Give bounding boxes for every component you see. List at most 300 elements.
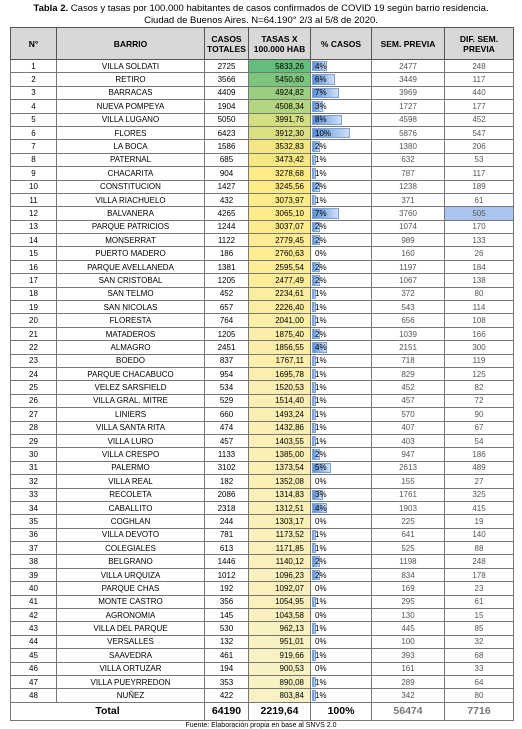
row-sem-previa: 656 (372, 314, 445, 327)
row-barrio: PARQUE CHACABUCO (57, 367, 205, 380)
row-dif-sem: 178 (445, 568, 514, 581)
table-row (11, 140, 514, 153)
row-number: 23 (11, 354, 57, 367)
row-dif-sem: 15 (445, 609, 514, 622)
row-pct (311, 622, 372, 635)
row-tasa: 1092,07 (249, 582, 311, 595)
row-dif-sem: 82 (445, 381, 514, 394)
table-row (11, 635, 514, 648)
row-tasa: 3278,68 (249, 167, 311, 180)
row-pct (311, 341, 372, 354)
row-tasa: 4924,82 (249, 86, 311, 99)
table-row (11, 327, 514, 340)
row-pct (311, 193, 372, 206)
row-casos: 6423 (205, 126, 249, 139)
row-sem-previa: 169 (372, 582, 445, 595)
row-casos: 1205 (205, 327, 249, 340)
pct-value: 2% (315, 142, 327, 152)
row-sem-previa: 570 (372, 408, 445, 421)
row-barrio: NUEVA POMPEYA (57, 100, 205, 113)
row-casos: 1244 (205, 220, 249, 233)
row-casos: 3102 (205, 461, 249, 474)
row-tasa: 951,01 (249, 635, 311, 648)
row-barrio: PARQUE PATRICIOS (57, 220, 205, 233)
pct-value: 2% (315, 262, 327, 272)
row-number: 29 (11, 434, 57, 447)
row-pct (311, 488, 372, 501)
title-line1: Casos y tasas por 100.000 habitantes de casos confirmados de COVID 19 según barrio residencia. (68, 3, 489, 14)
row-casos: 1381 (205, 260, 249, 273)
table-row (11, 60, 514, 73)
row-pct (311, 595, 372, 608)
row-dif-sem: 440 (445, 86, 514, 99)
row-casos: 904 (205, 167, 249, 180)
pct-value: 0% (315, 610, 327, 620)
row-sem-previa: 445 (372, 622, 445, 635)
row-barrio: VILLA DEL PARQUE (57, 622, 205, 635)
row-number: 32 (11, 475, 57, 488)
row-pct (311, 649, 372, 662)
table-row (11, 274, 514, 287)
row-casos: 192 (205, 582, 249, 595)
row-casos: 1586 (205, 140, 249, 153)
row-pct (311, 274, 372, 287)
pct-value: 1% (315, 316, 327, 326)
row-dif-sem: 547 (445, 126, 514, 139)
row-barrio: CHACARITA (57, 167, 205, 180)
table-row (11, 354, 514, 367)
row-sem-previa: 1761 (372, 488, 445, 501)
row-casos: 132 (205, 635, 249, 648)
row-tasa: 5450,60 (249, 73, 311, 86)
row-sem-previa: 1727 (372, 100, 445, 113)
row-pct (311, 301, 372, 314)
row-pct (311, 153, 372, 166)
row-casos: 764 (205, 314, 249, 327)
row-tasa: 3073,97 (249, 193, 311, 206)
table-row (11, 341, 514, 354)
pct-value: 2% (315, 557, 327, 567)
row-tasa: 1875,40 (249, 327, 311, 340)
pct-value: 1% (315, 597, 327, 607)
row-tasa: 1312,51 (249, 501, 311, 514)
row-tasa: 962,13 (249, 622, 311, 635)
row-pct (311, 167, 372, 180)
row-number: 27 (11, 408, 57, 421)
row-casos: 1133 (205, 448, 249, 461)
row-pct (311, 73, 372, 86)
row-pct (311, 86, 372, 99)
table-row (11, 126, 514, 139)
row-casos: 781 (205, 528, 249, 541)
row-barrio: VILLA URQUIZA (57, 568, 205, 581)
row-sem-previa: 1238 (372, 180, 445, 193)
row-dif-sem: 177 (445, 100, 514, 113)
row-barrio: AGRONOMIA (57, 609, 205, 622)
total-prev: 56474 (372, 702, 445, 720)
row-number: 17 (11, 274, 57, 287)
row-dif-sem: 85 (445, 622, 514, 635)
row-casos: 356 (205, 595, 249, 608)
row-tasa: 3245,56 (249, 180, 311, 193)
row-barrio: VERSALLES (57, 635, 205, 648)
table-row (11, 153, 514, 166)
row-dif-sem: 72 (445, 394, 514, 407)
row-barrio: MATADEROS (57, 327, 205, 340)
row-barrio: NUÑEZ (57, 689, 205, 702)
pct-value: 7% (315, 88, 327, 98)
row-casos: 1122 (205, 234, 249, 247)
row-dif-sem: 415 (445, 501, 514, 514)
row-casos: 186 (205, 247, 249, 260)
table-row (11, 73, 514, 86)
row-barrio: CONSTITUCION (57, 180, 205, 193)
row-number: 38 (11, 555, 57, 568)
pct-value: 1% (315, 691, 327, 701)
row-pct (311, 675, 372, 688)
row-pct (311, 448, 372, 461)
row-dif-sem: 80 (445, 689, 514, 702)
row-barrio: BALVANERA (57, 207, 205, 220)
row-number: 26 (11, 394, 57, 407)
row-barrio: VILLA SOLDATI (57, 60, 205, 73)
row-dif-sem: 23 (445, 582, 514, 595)
table-row (11, 381, 514, 394)
row-barrio: SAN NICOLAS (57, 301, 205, 314)
row-pct (311, 113, 372, 126)
row-number: 1 (11, 60, 57, 73)
pct-value: 1% (315, 369, 327, 379)
row-sem-previa: 5876 (372, 126, 445, 139)
row-number: 24 (11, 367, 57, 380)
table-row (11, 582, 514, 595)
row-pct (311, 421, 372, 434)
row-sem-previa: 1074 (372, 220, 445, 233)
total-pct: 100% (311, 702, 372, 720)
row-tasa: 2041,00 (249, 314, 311, 327)
row-dif-sem: 114 (445, 301, 514, 314)
row-dif-sem: 64 (445, 675, 514, 688)
row-number: 45 (11, 649, 57, 662)
row-number: 20 (11, 314, 57, 327)
row-pct (311, 60, 372, 73)
row-tasa: 3912,30 (249, 126, 311, 139)
pct-value: 1% (315, 356, 327, 366)
pct-value: 4% (315, 503, 327, 513)
row-sem-previa: 289 (372, 675, 445, 688)
row-sem-previa: 130 (372, 609, 445, 622)
table-row (11, 475, 514, 488)
row-pct (311, 635, 372, 648)
row-sem-previa: 3760 (372, 207, 445, 220)
row-tasa: 2477,49 (249, 274, 311, 287)
table-row (11, 649, 514, 662)
table-row (11, 421, 514, 434)
row-tasa: 890,08 (249, 675, 311, 688)
table-row (11, 247, 514, 260)
row-number: 13 (11, 220, 57, 233)
row-tasa: 1303,17 (249, 515, 311, 528)
table-row (11, 555, 514, 568)
row-pct (311, 475, 372, 488)
table-row (11, 220, 514, 233)
header-row (11, 28, 514, 60)
row-dif-sem: 206 (445, 140, 514, 153)
row-dif-sem: 33 (445, 662, 514, 675)
row-pct (311, 434, 372, 447)
row-barrio: SAN CRISTOBAL (57, 274, 205, 287)
row-casos: 1427 (205, 180, 249, 193)
header-tasas: TASAS X 100.000 HAB (249, 28, 311, 60)
row-pct (311, 515, 372, 528)
row-tasa: 3532,83 (249, 140, 311, 153)
table-row (11, 528, 514, 541)
row-tasa: 3991,76 (249, 113, 311, 126)
row-sem-previa: 2613 (372, 461, 445, 474)
row-dif-sem: 67 (445, 421, 514, 434)
row-dif-sem: 26 (445, 247, 514, 260)
row-casos: 452 (205, 287, 249, 300)
row-number: 25 (11, 381, 57, 394)
table-row (11, 367, 514, 380)
row-pct (311, 234, 372, 247)
total-dif: 7716 (445, 702, 514, 720)
row-pct (311, 367, 372, 380)
row-barrio: LINIERS (57, 408, 205, 421)
row-sem-previa: 403 (372, 434, 445, 447)
table-row (11, 394, 514, 407)
row-barrio: COLEGIALES (57, 542, 205, 555)
row-dif-sem: 140 (445, 528, 514, 541)
row-tasa: 1352,08 (249, 475, 311, 488)
pct-value: 8% (315, 115, 327, 125)
row-casos: 1904 (205, 100, 249, 113)
table-row (11, 314, 514, 327)
row-dif-sem: 452 (445, 113, 514, 126)
row-number: 34 (11, 501, 57, 514)
title-label: Tabla 2. (33, 3, 69, 14)
row-pct (311, 394, 372, 407)
row-casos: 613 (205, 542, 249, 555)
row-casos: 461 (205, 649, 249, 662)
row-number: 37 (11, 542, 57, 555)
row-sem-previa: 1198 (372, 555, 445, 568)
table-row (11, 180, 514, 193)
row-casos: 530 (205, 622, 249, 635)
row-pct (311, 542, 372, 555)
table-row (11, 595, 514, 608)
row-pct (311, 354, 372, 367)
row-pct (311, 126, 372, 139)
row-barrio: VILLA REAL (57, 475, 205, 488)
row-sem-previa: 989 (372, 234, 445, 247)
row-pct (311, 555, 372, 568)
row-dif-sem: 53 (445, 153, 514, 166)
row-number: 4 (11, 100, 57, 113)
pct-value: 1% (315, 383, 327, 393)
pct-value: 2% (315, 222, 327, 232)
row-barrio: VELEZ SARSFIELD (57, 381, 205, 394)
row-number: 15 (11, 247, 57, 260)
row-casos: 145 (205, 609, 249, 622)
header-pct: % CASOS (311, 28, 372, 60)
row-number: 31 (11, 461, 57, 474)
row-pct (311, 220, 372, 233)
pct-value: 1% (315, 436, 327, 446)
row-casos: 432 (205, 193, 249, 206)
row-casos: 2451 (205, 341, 249, 354)
pct-value: 2% (315, 275, 327, 285)
row-dif-sem: 119 (445, 354, 514, 367)
row-sem-previa: 1380 (372, 140, 445, 153)
row-casos: 194 (205, 662, 249, 675)
table-body (11, 60, 514, 703)
row-tasa: 1140,12 (249, 555, 311, 568)
row-casos: 4409 (205, 86, 249, 99)
row-dif-sem: 166 (445, 327, 514, 340)
header-difsem: DIF. SEM. PREVIA (445, 28, 514, 60)
pct-value: 1% (315, 530, 327, 540)
row-dif-sem: 189 (445, 180, 514, 193)
row-barrio: PUERTO MADERO (57, 247, 205, 260)
row-sem-previa: 2477 (372, 60, 445, 73)
row-dif-sem: 80 (445, 287, 514, 300)
row-barrio: LA BOCA (57, 140, 205, 153)
row-number: 39 (11, 568, 57, 581)
row-casos: 660 (205, 408, 249, 421)
row-sem-previa: 155 (372, 475, 445, 488)
row-tasa: 3065,10 (249, 207, 311, 220)
row-tasa: 2595,54 (249, 260, 311, 273)
row-dif-sem: 248 (445, 555, 514, 568)
row-dif-sem: 138 (445, 274, 514, 287)
row-barrio: VILLA RIACHUELO (57, 193, 205, 206)
total-label: Total (11, 702, 205, 720)
row-sem-previa: 393 (372, 649, 445, 662)
row-barrio: VILLA LUGANO (57, 113, 205, 126)
row-dif-sem: 186 (445, 448, 514, 461)
row-sem-previa: 161 (372, 662, 445, 675)
row-pct (311, 461, 372, 474)
row-casos: 837 (205, 354, 249, 367)
row-pct (311, 260, 372, 273)
row-barrio: PALERMO (57, 461, 205, 474)
row-pct (311, 381, 372, 394)
pct-value: 2% (315, 450, 327, 460)
row-number: 40 (11, 582, 57, 595)
row-number: 21 (11, 327, 57, 340)
row-pct (311, 501, 372, 514)
row-sem-previa: 225 (372, 515, 445, 528)
row-barrio: BOEDO (57, 354, 205, 367)
row-sem-previa: 834 (372, 568, 445, 581)
row-number: 36 (11, 528, 57, 541)
row-sem-previa: 160 (372, 247, 445, 260)
row-dif-sem: 108 (445, 314, 514, 327)
row-casos: 1205 (205, 274, 249, 287)
row-dif-sem: 248 (445, 60, 514, 73)
row-number: 33 (11, 488, 57, 501)
pct-value: 1% (315, 409, 327, 419)
header-semprev: SEM. PREVIA (372, 28, 445, 60)
row-number: 19 (11, 301, 57, 314)
row-sem-previa: 457 (372, 394, 445, 407)
row-dif-sem: 125 (445, 367, 514, 380)
pct-value: 0% (315, 664, 327, 674)
row-dif-sem: 117 (445, 73, 514, 86)
pct-value: 1% (315, 624, 327, 634)
row-casos: 474 (205, 421, 249, 434)
row-number: 16 (11, 260, 57, 273)
row-tasa: 2779,45 (249, 234, 311, 247)
row-barrio: SAN TELMO (57, 287, 205, 300)
pct-value: 2% (315, 329, 327, 339)
row-sem-previa: 4598 (372, 113, 445, 126)
table-row (11, 675, 514, 688)
pct-value: 0% (315, 583, 327, 593)
table-row (11, 301, 514, 314)
row-barrio: CABALLITO (57, 501, 205, 514)
pct-value: 2% (315, 182, 327, 192)
row-number: 42 (11, 609, 57, 622)
row-sem-previa: 641 (372, 528, 445, 541)
row-tasa: 3473,42 (249, 153, 311, 166)
row-tasa: 1054,95 (249, 595, 311, 608)
row-sem-previa: 947 (372, 448, 445, 461)
row-sem-previa: 371 (372, 193, 445, 206)
row-pct (311, 609, 372, 622)
row-pct (311, 662, 372, 675)
row-pct (311, 140, 372, 153)
row-number: 41 (11, 595, 57, 608)
row-sem-previa: 407 (372, 421, 445, 434)
row-number: 18 (11, 287, 57, 300)
table-row (11, 515, 514, 528)
row-number: 44 (11, 635, 57, 648)
row-casos: 5050 (205, 113, 249, 126)
row-dif-sem: 19 (445, 515, 514, 528)
row-pct (311, 287, 372, 300)
row-casos: 534 (205, 381, 249, 394)
table-row (11, 542, 514, 555)
row-casos: 182 (205, 475, 249, 488)
row-barrio: VILLA ORTUZAR (57, 662, 205, 675)
row-barrio: VILLA PUEYRREDON (57, 675, 205, 688)
pct-value: 1% (315, 650, 327, 660)
row-number: 8 (11, 153, 57, 166)
row-dif-sem: 489 (445, 461, 514, 474)
pct-value: 4% (315, 342, 327, 352)
row-tasa: 2234,61 (249, 287, 311, 300)
row-sem-previa: 372 (372, 287, 445, 300)
row-sem-previa: 632 (372, 153, 445, 166)
table-row (11, 100, 514, 113)
row-pct (311, 247, 372, 260)
table-row (11, 488, 514, 501)
pct-value: 1% (315, 302, 327, 312)
row-number: 6 (11, 126, 57, 139)
table-row (11, 260, 514, 273)
pct-value: 1% (315, 543, 327, 553)
row-sem-previa: 1197 (372, 260, 445, 273)
row-number: 47 (11, 675, 57, 688)
row-pct (311, 314, 372, 327)
row-pct (311, 568, 372, 581)
row-barrio: VILLA DEVOTO (57, 528, 205, 541)
table-row (11, 434, 514, 447)
row-barrio: PARQUE AVELLANEDA (57, 260, 205, 273)
row-barrio: BARRACAS (57, 86, 205, 99)
